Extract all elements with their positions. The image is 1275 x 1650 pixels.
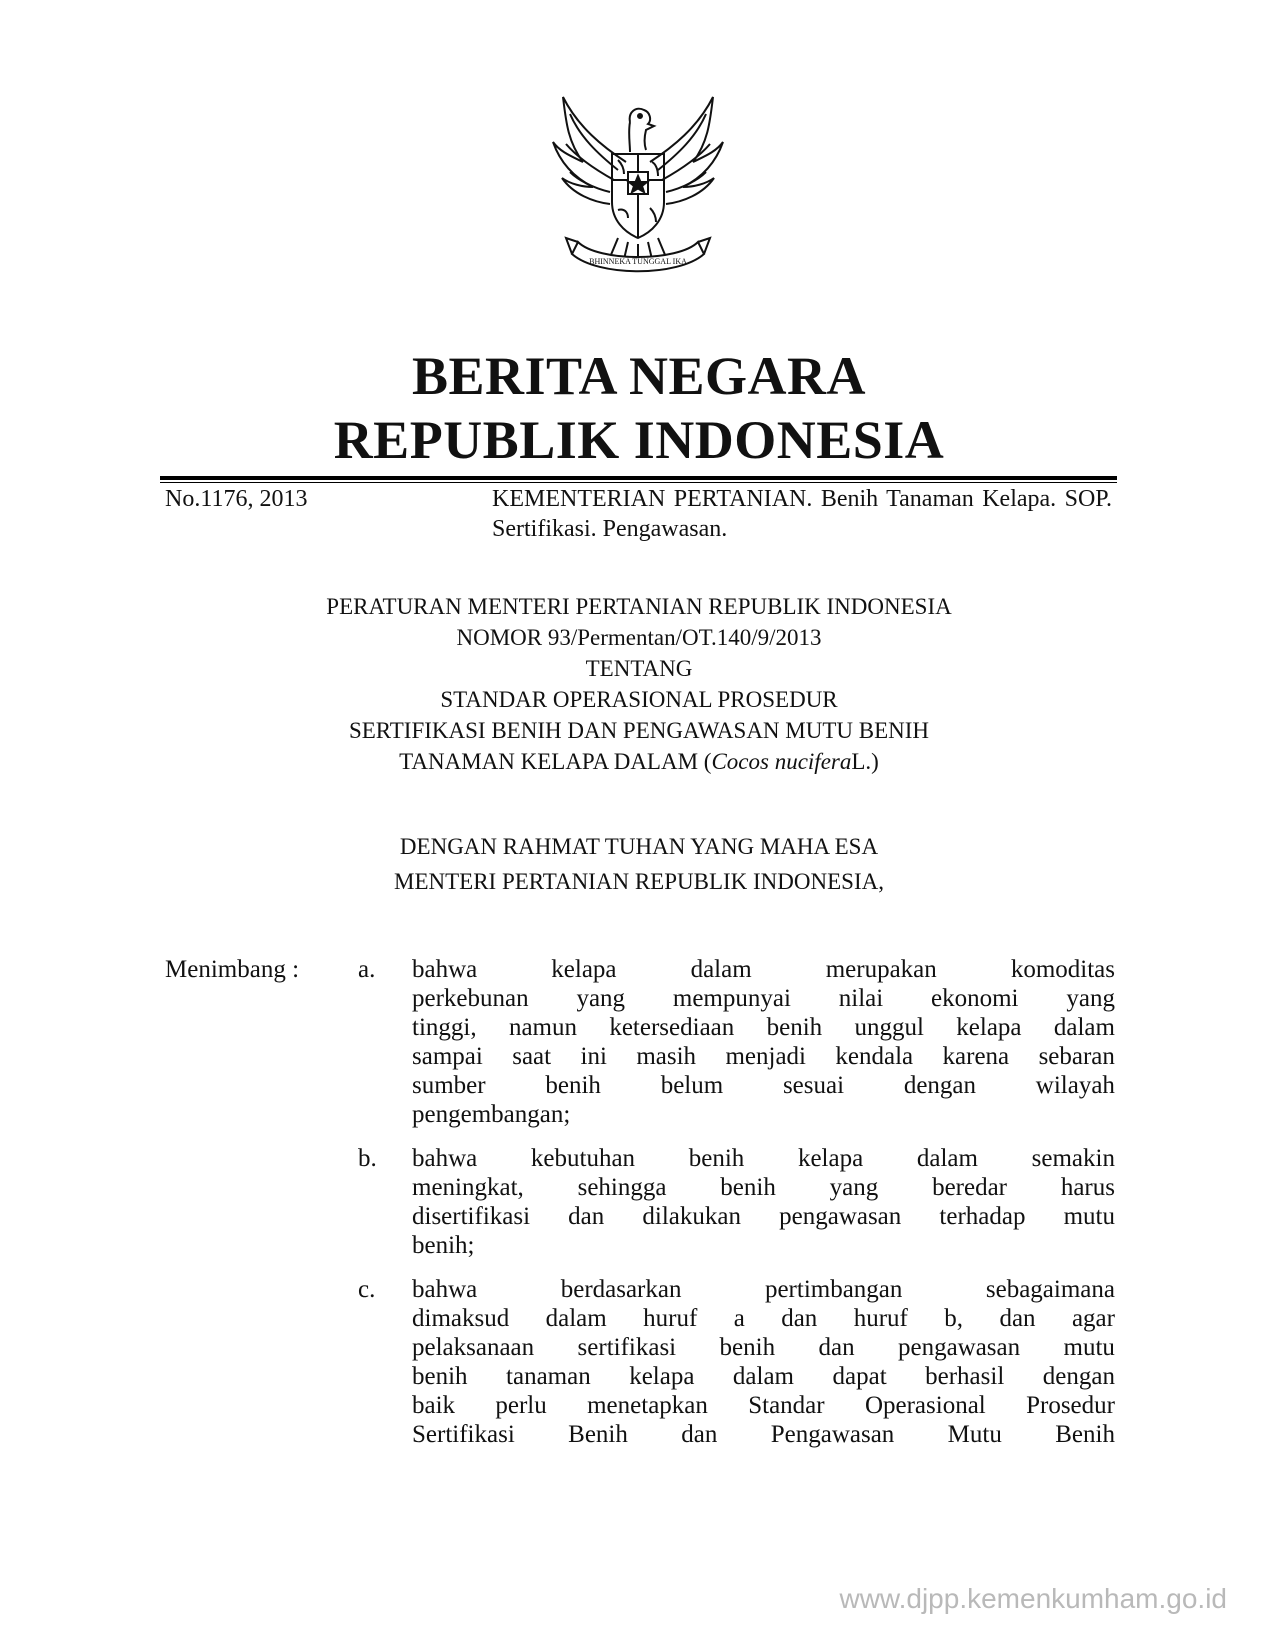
source-watermark: www.djpp.kemenkumham.go.id	[839, 1583, 1227, 1614]
text-line: disertifikasi dan dilakukan pengawasan terhadap mutu	[412, 1203, 1115, 1230]
garuda-emblem	[548, 92, 728, 292]
considering-item-c	[412, 1275, 1115, 1449]
regulation-number: NOMOR 93/Permentan/OT.140/9/2013	[456, 625, 822, 650]
gazette-title-line2: REPUBLIK INDONESIA	[333, 410, 945, 470]
text-line: sumber benih belum sesuai dengan wilayah	[412, 1072, 1115, 1099]
text-line: dimaksud dalam huruf a dan huruf b, dan agar	[412, 1305, 1115, 1332]
text-line: bahwa berdasarkan pertimbangan sebagaimana	[412, 1276, 1115, 1303]
item-letter: b.	[358, 1145, 377, 1172]
text-line: benih;	[412, 1232, 475, 1259]
text-line: benih tanaman kelapa dalam dapat berhasil dengan	[412, 1363, 1115, 1390]
text-line: tinggi, namun ketersediaan benih unggul kelapa dalam	[412, 1014, 1115, 1041]
text-line: sampai saat ini masih menjadi kendala karena sebaran	[412, 1043, 1115, 1070]
text-line: meningkat, sehingga benih yang beredar harus	[412, 1174, 1115, 1201]
text-line: bahwa kelapa dalam merupakan komoditas	[412, 956, 1115, 983]
regulation-about: TENTANG	[585, 656, 693, 681]
gazette-title-line1: BERITA NEGARA	[411, 346, 867, 406]
text-line: baik perlu menetapkan Standar Operasional Prosedur	[412, 1392, 1115, 1419]
regulation-title: PERATURAN MENTERI PERTANIAN REPUBLIK INDONESIA	[326, 594, 952, 619]
text-line: perkebunan yang mempunyai nilai ekonomi yang	[412, 985, 1115, 1012]
species-name: Cocos nucifera	[711, 749, 852, 774]
preamble-line2: MENTERI PERTANIAN REPUBLIK INDONESIA,	[394, 869, 884, 894]
text-line: pelaksanaan sertifikasi benih dan pengawasan mutu	[412, 1334, 1115, 1361]
regulation-subject-3: TANAMAN KELAPA DALAM (Cocos nuciferaL.)	[399, 749, 879, 774]
considering-label: Menimbang :	[165, 956, 300, 983]
preamble-line1: DENGAN RAHMAT TUHAN YANG MAHA ESA	[399, 834, 879, 859]
regulation-subject-2: SERTIFIKASI BENIH DAN PENGAWASAN MUTU BENIH	[348, 718, 930, 743]
regulation-heading	[160, 591, 1118, 777]
considering-item-a	[412, 955, 1115, 1129]
regulation-subject-1: STANDAR OPERASIONAL PROSEDUR	[440, 687, 838, 712]
gazette-subject: KEMENTERIAN PERTANIAN. Benih Tanaman Kelapa. SOP. Sertifikasi. Pengawasan.	[492, 486, 1112, 542]
header-rule	[160, 476, 1117, 480]
header-rule-thin	[160, 482, 1117, 483]
item-letter: a.	[358, 956, 376, 983]
considering-item-b	[412, 1144, 1115, 1260]
text-line: bahwa kebutuhan benih kelapa dalam semakin	[412, 1145, 1115, 1172]
item-letter: c.	[358, 1276, 376, 1303]
text-line: pengembangan;	[412, 1101, 571, 1128]
preamble	[160, 831, 1118, 897]
svg-text:BHINNEKA TUNGGAL IKA: BHINNEKA TUNGGAL IKA	[589, 257, 687, 266]
gazette-number: No.1176, 2013	[165, 486, 308, 512]
text-line: Sertifikasi Benih dan Pengawasan Mutu Benih	[412, 1421, 1115, 1448]
